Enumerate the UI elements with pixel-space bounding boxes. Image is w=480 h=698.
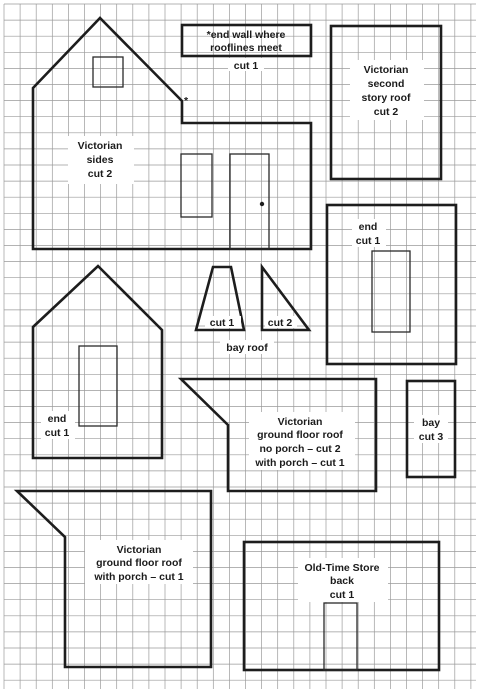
label-line: cut 1 xyxy=(233,60,259,72)
label-line: *end wall where xyxy=(206,29,286,41)
label-line: with porch – cut 1 xyxy=(255,457,345,469)
label-line: cut 1 xyxy=(355,235,381,247)
label-line: bay xyxy=(421,417,441,429)
end-right-outline xyxy=(327,205,456,364)
label-line: Victorian xyxy=(116,544,162,556)
label-line: cut 2 xyxy=(373,106,399,118)
label-line: cut 3 xyxy=(418,431,444,443)
end-right-piece xyxy=(327,205,456,364)
label-line: cut 2 xyxy=(87,168,113,180)
label-line: cut 1 xyxy=(44,427,70,439)
old-time-store-back-piece xyxy=(244,542,439,670)
label-line: cut 1 xyxy=(329,589,355,601)
second-story-roof-piece xyxy=(331,26,441,179)
label-line: story roof xyxy=(361,92,411,104)
label-line: sides xyxy=(86,154,114,166)
label-line: Victorian xyxy=(363,64,409,76)
bay-piece xyxy=(407,381,455,477)
bay-roof-left-label: cut 1 xyxy=(209,317,235,329)
label-line: Victorian xyxy=(277,416,323,428)
label-line: end xyxy=(358,221,378,233)
label-line: Old-Time Store xyxy=(304,562,380,574)
asterisk-marker: * xyxy=(184,95,189,107)
doorknob xyxy=(260,202,264,206)
bay-roof-caption: bay roof xyxy=(226,342,268,354)
bay-roof-right-label: cut 2 xyxy=(267,317,293,329)
label-line: rooflines meet xyxy=(210,42,282,54)
label-line: with porch – cut 1 xyxy=(94,571,184,583)
label-line: no porch – cut 2 xyxy=(259,443,341,455)
label-line: end xyxy=(47,413,67,425)
label-line: ground floor roof xyxy=(96,557,182,569)
label-line: ground floor roof xyxy=(257,429,343,441)
label-line: Victorian xyxy=(77,140,123,152)
label-line: back xyxy=(330,575,354,587)
label-line: second xyxy=(367,78,405,90)
